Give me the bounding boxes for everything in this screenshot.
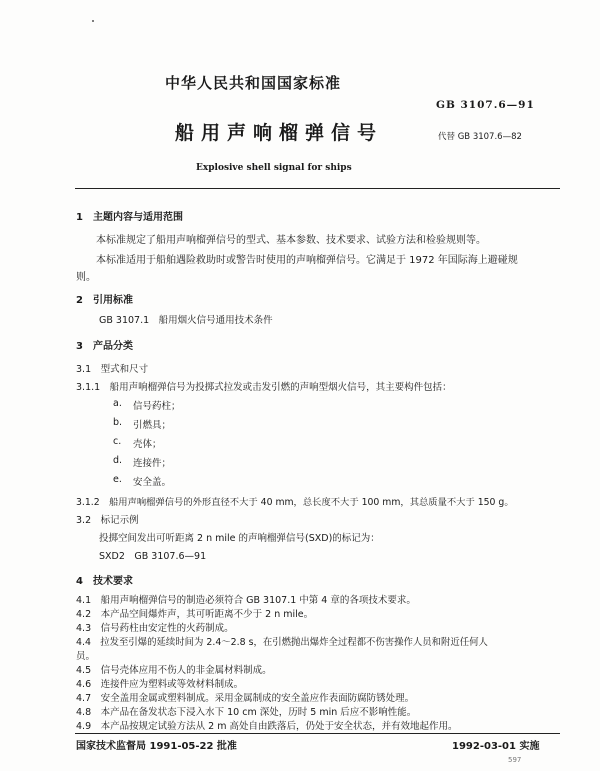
clause-3-1: 3.1 型式和尺寸 [76,364,149,375]
section-1-paragraph-2-line-1: 本标准适用于船舶遇险救助时或警告时使用的声响榴弹信号。它满足于 1972 年国际海上避碰规 [96,255,518,266]
section-1-heading: 1 主题内容与适用范围 [76,212,183,223]
clause-4-2: 4.2 本产品空间爆炸声，其可听距离不少于 2 n mile。 [76,609,314,620]
clause-4-4: 4.4 拉发至引爆的延续时间为 2.4～2.8 s，在引燃抛出爆炸全过程都不伤害操作人员和附近任何人 [76,637,488,648]
approval-date: 国家技术监督局 1991-05-22 批准 [76,741,237,752]
clause-3-1-2: 3.1.2 船用声响榴弹信号的外形直径不大于 40 mm，总长度不大于 100 mm，其总质量不大于 150 g。 [76,497,514,508]
section-4-heading: 4 技术要求 [76,576,133,587]
clause-3-1-1: 3.1.1 船用声响榴弹信号为投掷式拉发或击发引燃的声响型烟火信号，其主要构件包括： [76,382,452,393]
item-a-text: 信号药柱； [133,401,181,412]
section-3-heading: 3 产品分类 [76,341,133,352]
replaces-note: 代替 GB 3107.6—82 [438,132,522,142]
item-a-letter: a. [113,398,122,409]
item-d-text: 连接件； [133,458,172,469]
item-d-letter: d. [113,455,123,466]
clause-4-6: 4.6 连接件应为塑料或等效材料制成。 [76,679,244,690]
clause-4-7: 4.7 安全盖用金属或塑料制成。采用金属制成的安全盖应作表面防腐防锈处理。 [76,693,415,704]
footer-divider [75,733,560,734]
item-c-text: 壳体； [133,439,162,450]
standard-category: 中华人民共和国国家标准 [165,74,342,92]
item-b-text: 引燃具； [133,420,172,431]
clause-3-2: 3.2 标记示例 [76,515,139,526]
section-2-heading: 2 引用标准 [76,295,133,306]
clause-4-1: 4.1 船用声响榴弹信号的制造必须符合 GB 3107.1 中第 4 章的各项技术要求。 [76,595,416,606]
page-number: 597 [508,756,522,764]
page-title: 船用声响榴弹信号 [175,122,384,144]
clause-3-2-text: 投掷空间发出可听距离 2 n mile 的声响榴弹信号(SXD)的标记为： [99,533,380,544]
reference-gb3107-1: GB 3107.1 船用烟火信号通用技术条件 [99,315,273,326]
clause-4-5: 4.5 信号壳体应用不伤人的非金属材料制成。 [76,665,272,676]
item-c-letter: c. [113,436,122,447]
section-1-paragraph-1: 本标准规定了船用声响榴弹信号的型式、基本参数、技术要求、试验方法和检验规则等。 [96,235,486,246]
standard-number: GB 3107.6—91 [436,99,535,111]
effective-date: 1992-03-01 实施 [452,741,540,752]
item-e-text: 安全盖。 [133,477,172,488]
clause-4-8: 4.8 本产品在备发状态下浸入水下 10 cm 深处，历时 5 min 后应不影响性能。 [76,707,417,718]
clause-4-3: 4.3 信号药柱由安定性的火药制成。 [76,623,234,634]
item-e-letter: e. [113,474,122,485]
clause-4-9: 4.9 本产品按规定试验方法从 2 m 高处自由跌落后，仍处于安全状态，并有效地起作用。 [76,721,458,732]
marking-example: SXD2 GB 3107.6—91 [99,551,207,562]
clause-4-4-continued: 员。 [76,651,96,662]
section-1-paragraph-2-line-2: 则。 [76,272,96,283]
item-b-letter: b. [113,417,123,428]
scan-speck [92,20,94,22]
header-divider [75,188,560,189]
english-title: Explosive shell signal for ships [196,163,352,173]
